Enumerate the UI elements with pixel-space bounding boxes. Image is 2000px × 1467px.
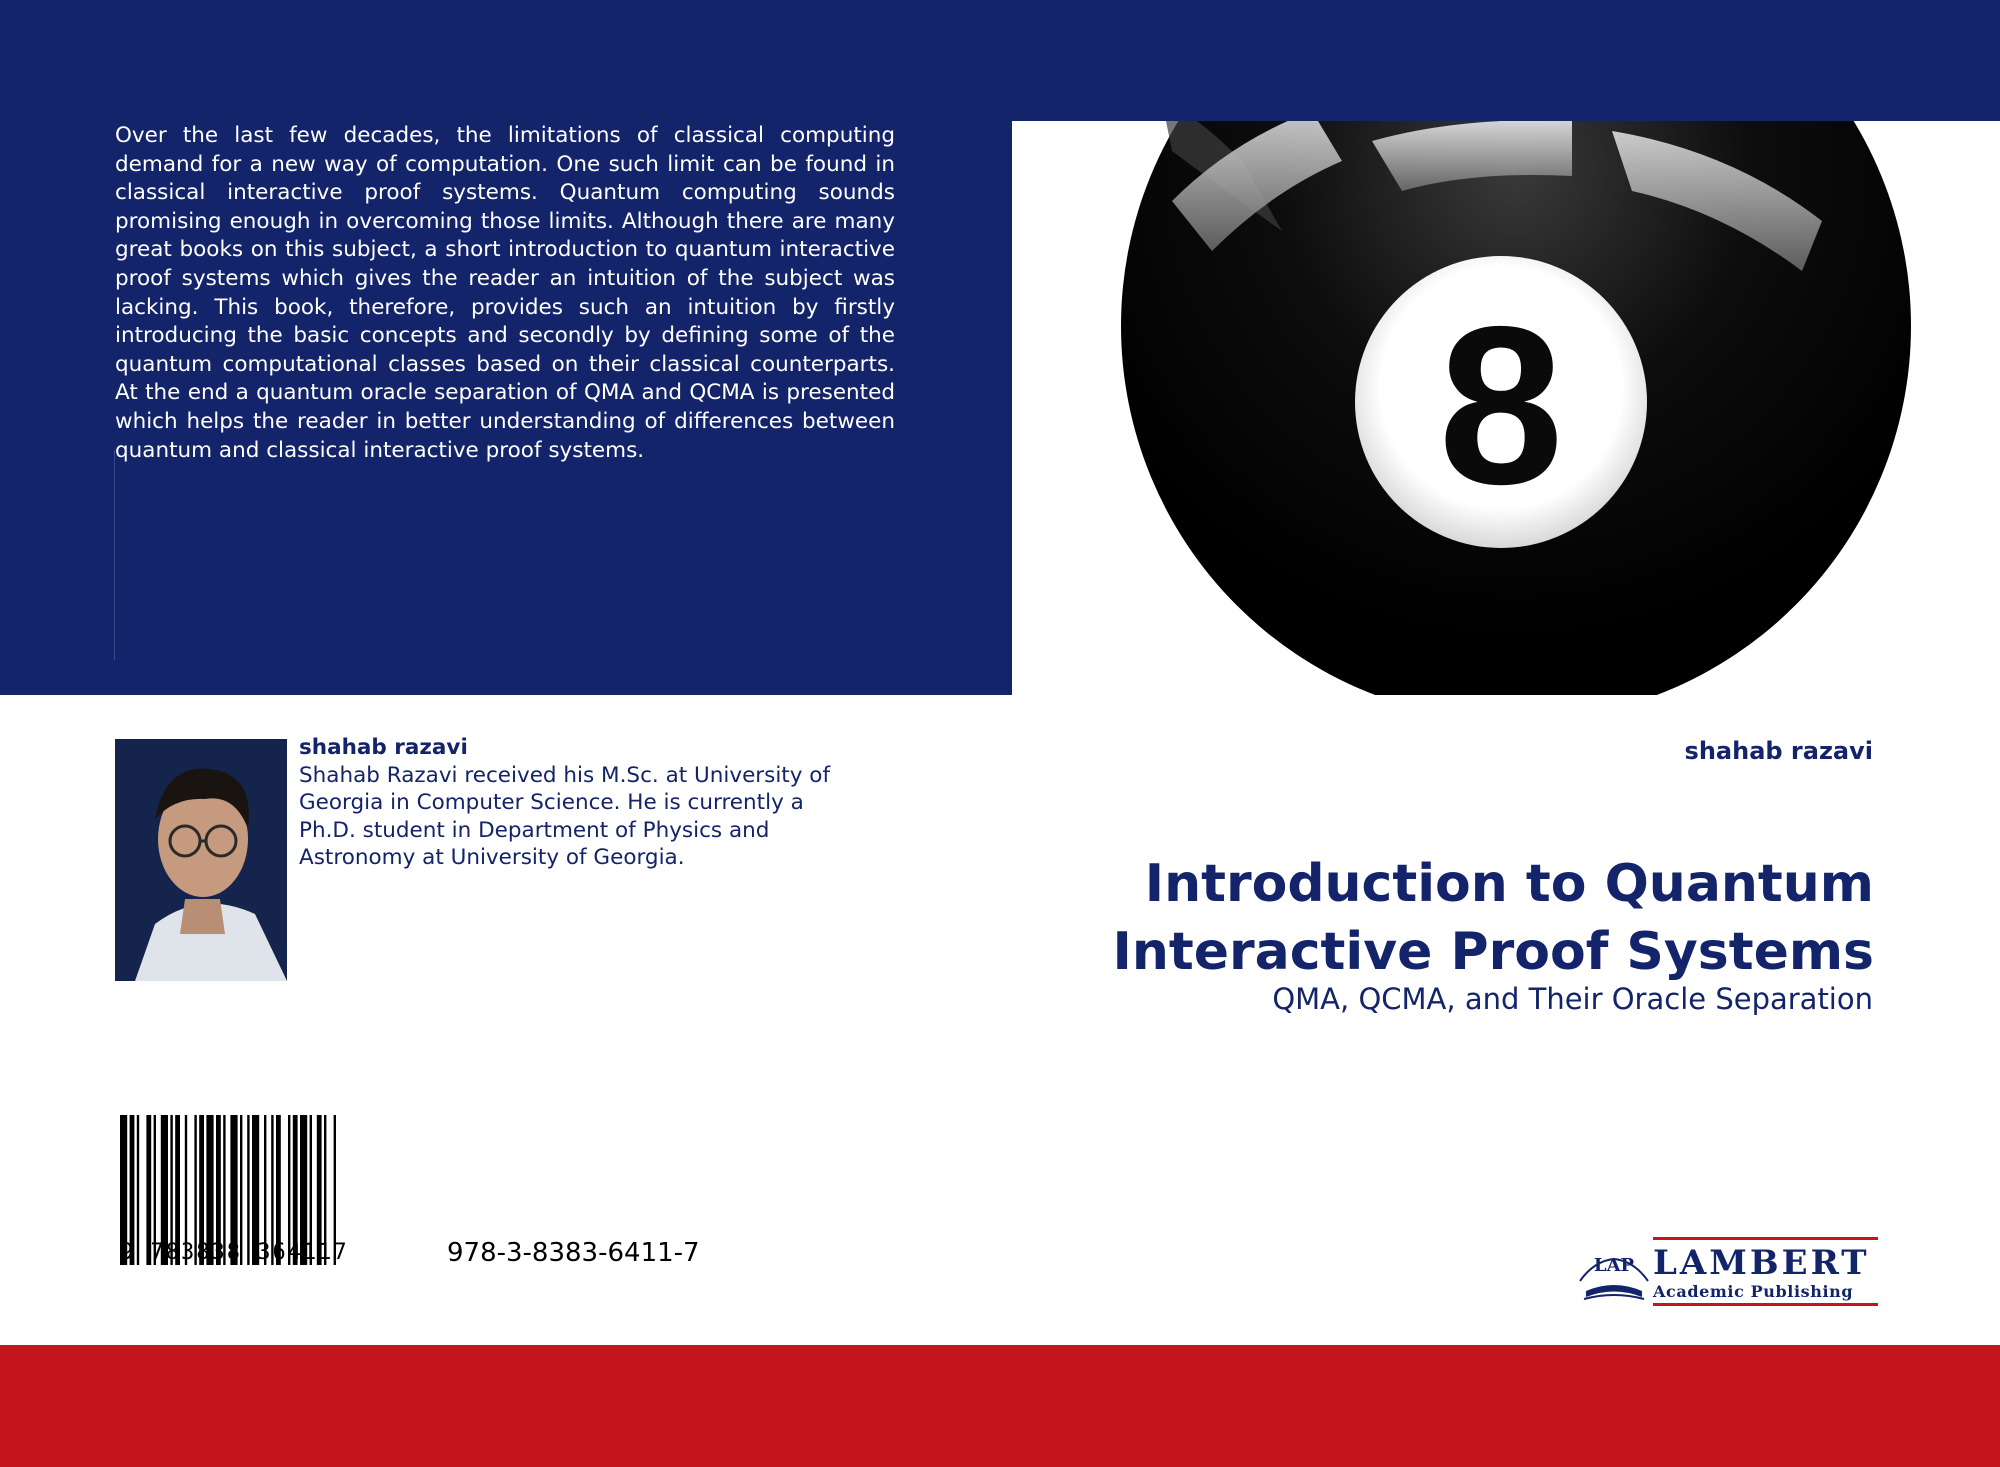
ball-number: 8 [1438,279,1564,531]
author-photo [115,739,287,981]
logo-bottom-rule [1653,1303,1878,1306]
author-bio-block [299,734,859,872]
eight-ball-illustration [1012,121,2000,695]
barcode-digits: 9 783838 364117 [120,1240,349,1265]
lap-text: LAP [1593,1255,1635,1276]
back-cover-blurb: Over the last few decades, the limitations of classical computing demand for a new way of computation. One such limit can be found in classical interactive proof systems. Quantum computing sounds promising enough in overcoming those limits. Although there are many great books on this subject, a short introduction to quantum interactive proof systems which gives the reader an intuition of the subject was lacking. This book, therefore, provides such an intuition by firstly introducing the basic concepts and secondly by defining some of the quantum computational classes based on their classical counterparts. At the end a quantum oracle separation of QMA and QCMA is presented which helps the reader in better understanding of differences between quantum and classical interactive proof systems. [115,123,895,463]
logo-top-rule [1653,1237,1878,1240]
book-title: Introduction to Quantum Interactive Proof Systems [1112,854,1874,982]
author-name-back: shahab razavi [299,735,468,760]
front-cover-author: shahab razavi [1684,737,1873,765]
publisher-logo [1560,1237,1880,1309]
bottom-color-band [0,1345,2000,1467]
top-color-band [0,0,2000,121]
lap-emblem-icon [1574,1241,1654,1307]
book-subtitle: QMA, QCMA, and Their Oracle Separation [1272,982,1873,1016]
isbn-number: 978-3-8383-6411-7 [447,1238,700,1268]
cover-artwork [1012,121,2000,695]
publisher-tagline: Academic Publishing [1653,1282,1854,1301]
publisher-name: LAMBERT [1653,1243,1870,1283]
blurb-divider [114,450,115,660]
author-bio-text: Shahab Razavi received his M.Sc. at University of Georgia in Computer Science. He is currently a Ph.D. student in Department of Physics and Astronomy at University of Georgia. [299,762,831,870]
